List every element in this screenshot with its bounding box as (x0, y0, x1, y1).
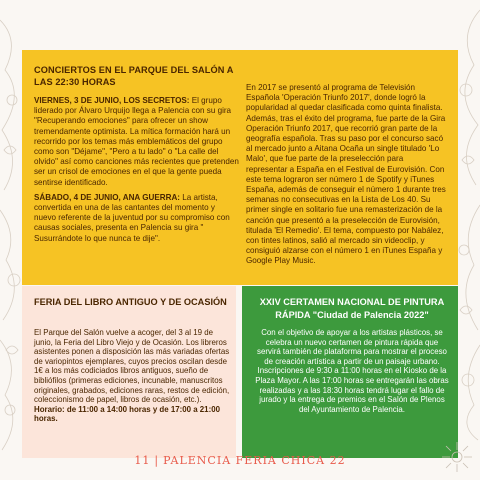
conciertos-right-column (246, 83, 446, 272)
feria-libro-hours: Horario: de 11:00 a 14:00 horas y de 17:00 a 21:00 horas. (34, 404, 220, 424)
footer-title: PALENCIA FERIA CHICA 22 (163, 454, 346, 467)
los-secretos-text: El grupo liderado por Álvaro Urquijo llega a Palencia con su gira "Recuperando emociones" para ofrecer un show tremendamente optimista. La mítica formación hará un recorrido por los temas más emblemáticos del grupo como son "Déjame", "Pero a tu lado" o "La calle del olvido" así como canciones más recientes que pretenden ser un crisol de emociones en el que la gente pueda sentirse identificado. (34, 96, 239, 187)
sun-ornament-icon (440, 440, 474, 474)
conciertos-title: CONCIERTOS EN EL PARQUE DEL SALÓN A LAS 22:30 HORAS (34, 65, 234, 87)
ana-guerra-paragraph (34, 193, 239, 244)
feria-libro-text: El Parque del Salón vuelve a acoger, del 3 al 19 de junio, la Feria del Libro Viejo y de Ocasión. Los libreros asistentes ponen a disposición las más variadas ofertas de variopintos ejemplares, cuyos precios oscilan desde 1€ a los más codiciados libros antiguos, sueño de bibliófilos (primeras ediciones, incunable, manuscritos originales, grabados, ediciones raras, restos de edición, coleccionismo de papel, libros de ocasión, etc.). (34, 328, 230, 405)
los-secretos-lead: VIERNES, 3 DE JUNIO, LOS SECRETOS: (34, 96, 190, 105)
feria-libro-paragraph (34, 328, 232, 424)
los-secretos-paragraph (34, 96, 239, 188)
conciertos-left-column (34, 64, 239, 249)
page-footer (0, 454, 480, 467)
ana-guerra-lead: SÁBADO, 4 DE JUNIO, ANA GUERRA: (34, 192, 180, 202)
ana-guerra-text: La artista, convertida en una de las cantantes del momento y nuevo referente de la juventud por su compromiso con causas sociales, presenta en Palencia su gira " Susurrándote lo que nunca te dije". (34, 192, 230, 243)
ana-guerra-bio: En 2017 se presentó al programa de Televisión Española 'Operación Triunfo 2017', donde logró la popularidad al quedar clasificada como quinta finalista. Además, tras el éxito del programa, fue parte de la Gira Operación Triunfo 2017, que recorrió gran parte de la geografía española. Tras su paso por el concurso sacó al mercado junto a Aitana Ocaña un single titulado 'Lo Malo', que fue parte de la preselección para representar a España en el Festival de Eurovisión. Con este tema lograron ser número 1 de Spotify y iTunes España, además de conseguir el número 1 durante tres semanas no consecutivas en la Lista de Los 40. Su primer single en solitario fue una remasterización de la canción que presentó a la preselección de Eurovisión, titulada 'El Remedio'. El tema, compuesto por Nabález, con tintes latinos, salió al mercado sin videoclip, y consiguió alzarse con el número 1 en iTunes España y Google Play Music. (246, 83, 446, 266)
certamen-title: XXIV CERTAMEN NACIONAL DE PINTURA RÁPIDA "Ciudad de Palencia 2022" (259, 297, 445, 320)
footer-separator: | (154, 454, 160, 467)
page-number: 11 (134, 454, 151, 467)
conciertos-panel (22, 50, 458, 285)
feria-libro-panel (22, 286, 236, 458)
certamen-pintura-panel (242, 286, 458, 458)
certamen-text: Con el objetivo de apoyar a los artistas plásticos, se celebra un nuevo certamen de pintura rápida que servirá también de plataforma para mostrar el proceso de creación artística a partir de un paisaje urbano. Inscripciones de 9:30 a 11:00 horas en el Kiosko de la Plaza Mayor. A las 17:00 horas se entregarán las obras realizadas y a las 18:30 horas tendrá lugar el fallo de jurado y la entrega de premios en el Salón de Plenos del Ayuntamiento de Palencia. (255, 328, 449, 414)
feria-libro-title: FERIA DEL LIBRO ANTIGUO Y DE OCASIÓN (34, 297, 227, 307)
